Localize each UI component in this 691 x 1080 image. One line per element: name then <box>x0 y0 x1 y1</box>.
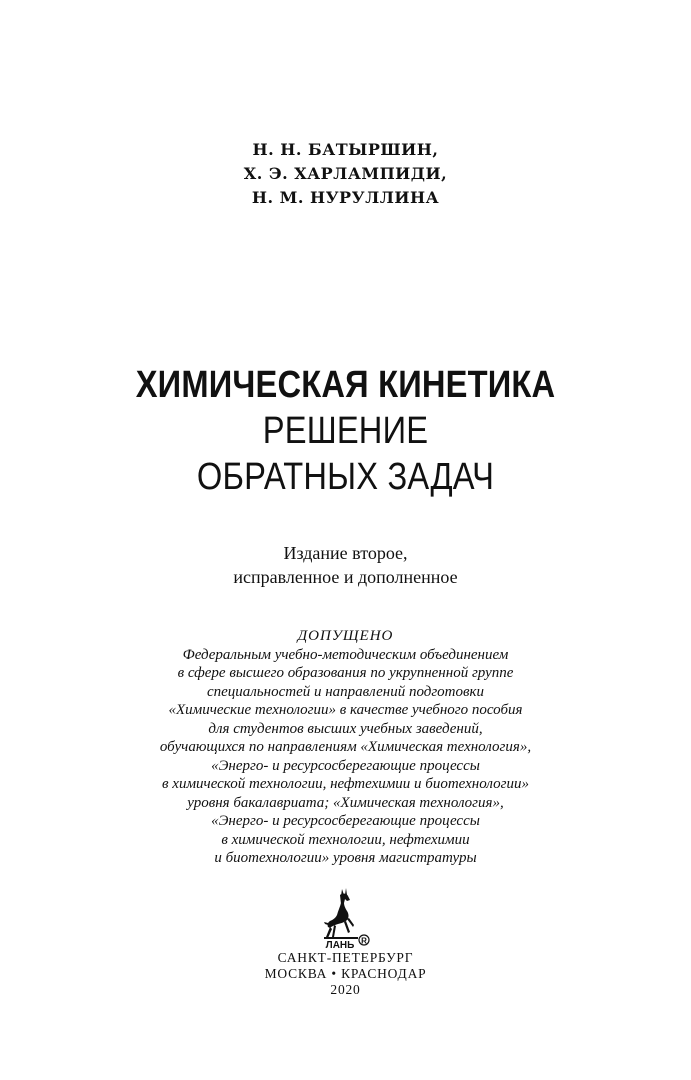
edition-note <box>0 541 691 589</box>
approval-line: «Энерго- и ресурсосберегающие процессы <box>211 813 480 829</box>
approval-line: «Химические технологии» в качестве учебного пособия <box>168 702 523 718</box>
approval-line: для студентов высших учебных заведений, <box>208 720 483 737</box>
approval-line: «Энерго- и ресурсосберегающие процессы <box>211 757 480 774</box>
approval-line: и биотехнологии» уровня магистратуры <box>214 850 477 866</box>
book-title-line-1: ХИМИЧЕСКАЯ КИНЕТИКА <box>135 364 556 406</box>
publisher-imprint <box>0 950 691 998</box>
publisher-city-2: МОСКВА • КРАСНОДАР <box>264 966 427 981</box>
publisher-city-1: САНКТ-ПЕТЕРБУРГ <box>277 950 414 965</box>
approval-line: обучающихся по направлениям «Химическая технология», <box>159 739 532 755</box>
publication-year: 2020 <box>330 982 361 997</box>
approval-line: специальностей и направлений подготовки <box>206 683 485 700</box>
logo-wordmark: ЛАНЬ <box>325 940 355 949</box>
authors-block <box>0 138 691 210</box>
edition-line-2: исправленное и дополненное <box>233 567 458 587</box>
doe-logo-icon <box>320 887 372 949</box>
svg-text:R: R <box>361 936 367 946</box>
book-title-line-3: ОБРАТНЫХ ЗАДАЧ <box>196 456 495 498</box>
approval-line: уровня бакалавриата; «Химическая технология», <box>187 794 504 811</box>
author-2: Х. Э. ХАРЛАМПИДИ, <box>243 164 448 183</box>
edition-line-1: Издание второе, <box>283 543 408 563</box>
approval-block <box>0 627 691 868</box>
book-title-line-2: РЕШЕНИЕ <box>262 410 429 452</box>
approval-heading: ДОПУЩЕНО <box>297 628 394 644</box>
author-3: Н. М. НУРУЛЛИНА <box>251 188 440 207</box>
approval-line: в сфере высшего образования по укрупненной группе <box>177 665 514 681</box>
publisher-logo <box>320 887 372 949</box>
author-1: Н. Н. БАТЫРШИН, <box>252 140 439 159</box>
approval-line: Федеральным учебно-методическим объединением <box>182 646 509 663</box>
book-title <box>48 362 642 500</box>
approval-line: в химической технологии, нефтехимии и биотехнологии» <box>162 776 529 792</box>
approval-line: в химической технологии, нефтехимии <box>221 831 470 848</box>
